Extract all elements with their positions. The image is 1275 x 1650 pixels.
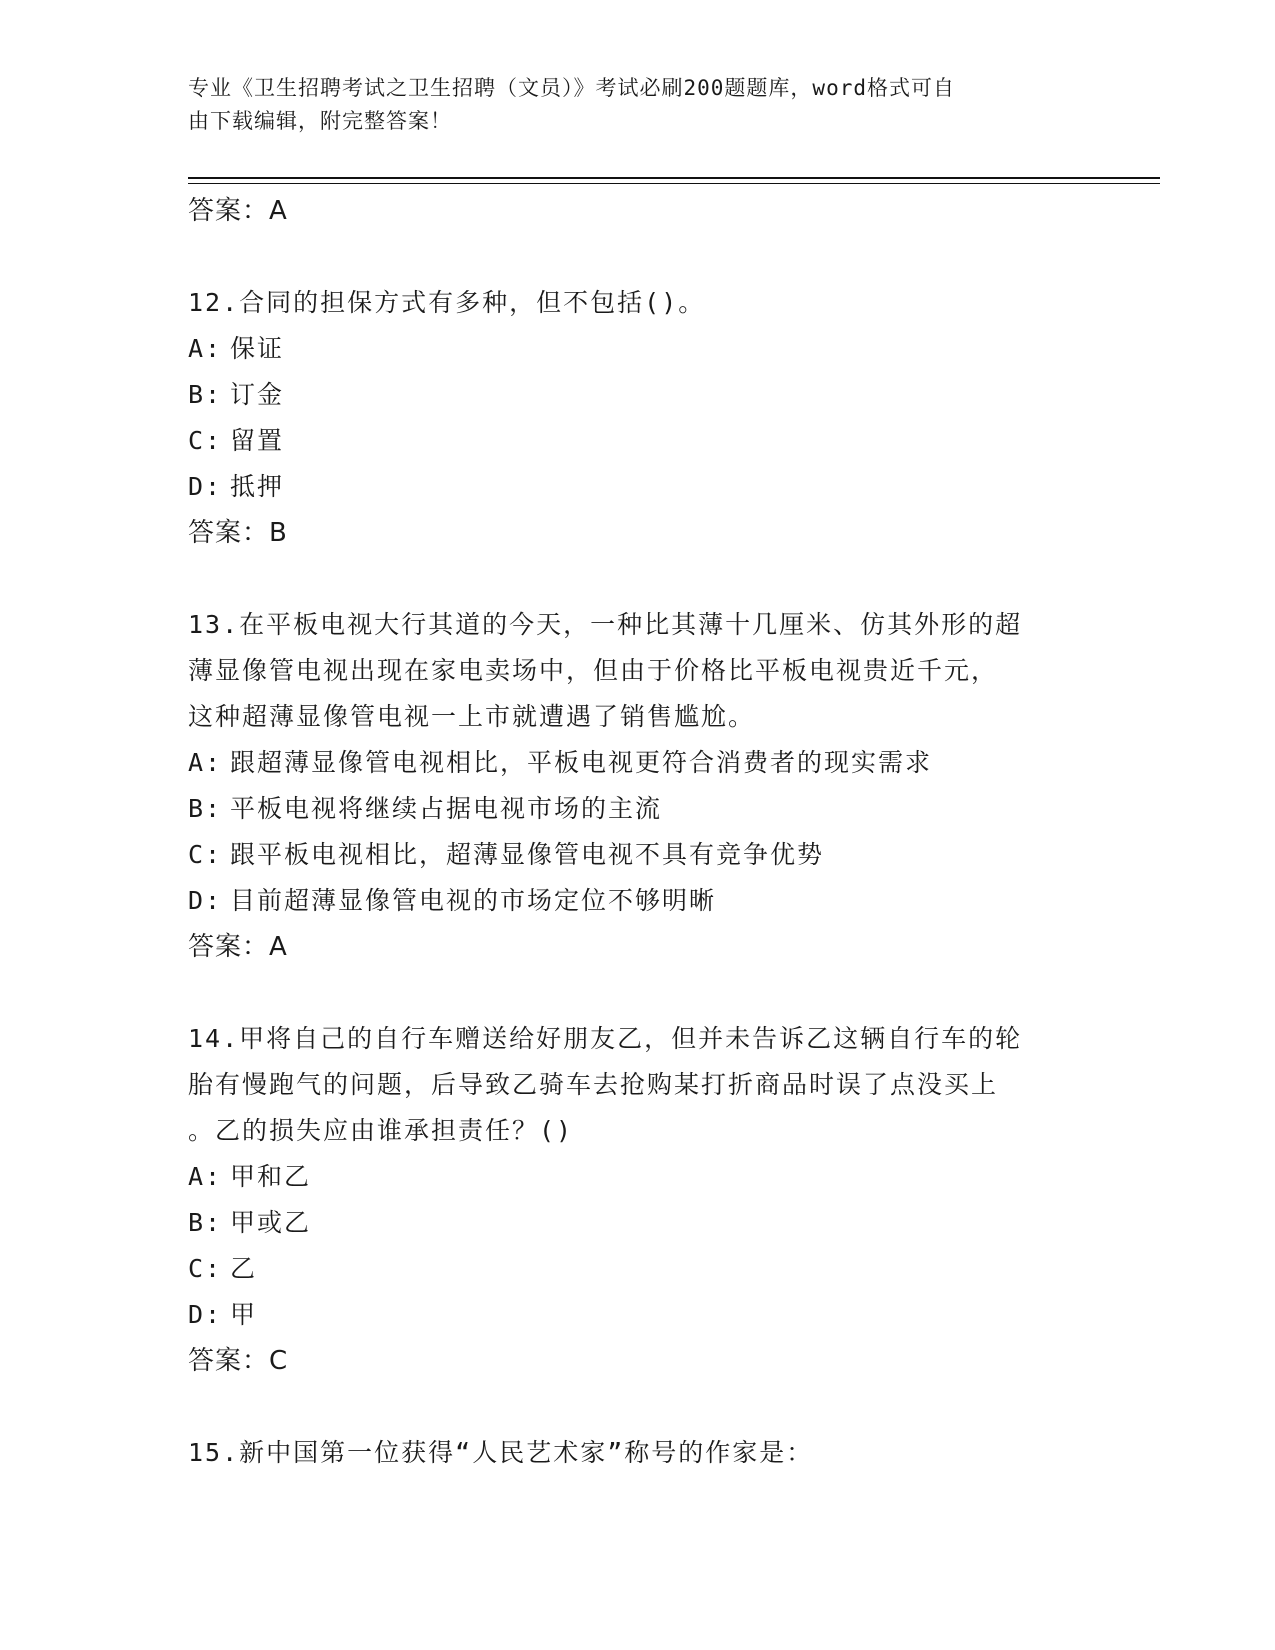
question-15	[188, 1430, 1088, 1476]
option-a	[188, 326, 1088, 372]
spacer	[188, 1384, 1088, 1430]
option-key: C:	[188, 426, 223, 455]
question-stem: 14.甲将自己的自行车赠送给好朋友乙，但并未告诉乙这辆自行车的轮	[188, 1024, 1023, 1053]
option-d	[188, 1292, 1088, 1338]
option-a	[188, 1154, 1088, 1200]
option-b	[188, 786, 1088, 832]
spacer	[188, 556, 1088, 602]
option-c	[188, 832, 1088, 878]
question-stem: 15.新中国第一位获得“人民艺术家”称号的作家是：	[188, 1438, 814, 1467]
question-stem: 13.在平板电视大行其道的今天，一种比其薄十几厘米、仿其外形的超	[188, 610, 1023, 639]
answer: 答案：B	[188, 518, 288, 548]
question-stem: 这种超薄显像管电视一上市就遭遇了销售尴尬。	[188, 702, 756, 731]
option-key: A:	[188, 748, 223, 777]
option-text: 抵押	[230, 472, 285, 501]
option-text: 平板电视将继续占据电视市场的主流	[230, 794, 663, 823]
option-key: C:	[188, 840, 223, 869]
document-header	[188, 72, 1068, 138]
option-text: 订金	[230, 380, 285, 409]
option-key: D:	[188, 886, 223, 915]
option-key: A:	[188, 334, 223, 363]
option-text: 乙	[230, 1254, 258, 1283]
previous-answer: 答案：A	[188, 196, 288, 226]
option-a	[188, 740, 1088, 786]
option-text: 甲和乙	[230, 1162, 312, 1191]
header-divider-thin	[188, 183, 1160, 184]
option-text: 跟平板电视相比，超薄显像管电视不具有竞争优势	[230, 840, 825, 869]
option-key: B:	[188, 380, 223, 409]
spacer	[188, 234, 1088, 280]
option-text: 保证	[230, 334, 285, 363]
option-text: 甲	[230, 1300, 258, 1329]
option-text: 跟超薄显像管电视相比，平板电视更符合消费者的现实需求	[230, 748, 933, 777]
option-key: D:	[188, 472, 223, 501]
question-13	[188, 602, 1088, 970]
option-c	[188, 418, 1088, 464]
option-key: A:	[188, 1162, 223, 1191]
spacer	[188, 970, 1088, 1016]
option-text: 甲或乙	[230, 1208, 312, 1237]
question-list	[188, 188, 1088, 1476]
question-stem: 。乙的损失应由谁承担责任？()	[188, 1116, 574, 1145]
header-line-1: 专业《卫生招聘考试之卫生招聘（文员）》考试必刷200题题库，word格式可自	[188, 76, 955, 100]
option-key: B:	[188, 794, 223, 823]
option-b	[188, 372, 1088, 418]
question-14	[188, 1016, 1088, 1384]
question-stem: 薄显像管电视出现在家电卖场中，但由于价格比平板电视贵近千元，	[188, 656, 999, 685]
option-d	[188, 878, 1088, 924]
option-text: 留置	[230, 426, 285, 455]
option-key: C:	[188, 1254, 223, 1283]
option-key: D:	[188, 1300, 223, 1329]
question-stem: 胎有慢跑气的问题，后导致乙骑车去抢购某打折商品时误了点没买上	[188, 1070, 999, 1099]
option-d	[188, 464, 1088, 510]
option-c	[188, 1246, 1088, 1292]
question-12	[188, 280, 1088, 556]
header-divider-thick	[188, 177, 1160, 179]
question-stem: 12.合同的担保方式有多种，但不包括()。	[188, 288, 706, 317]
answer: 答案：C	[188, 1346, 289, 1376]
option-b	[188, 1200, 1088, 1246]
header-line-2: 由下载编辑，附完整答案！	[188, 109, 452, 133]
option-key: B:	[188, 1208, 223, 1237]
answer: 答案：A	[188, 932, 288, 962]
option-text: 目前超薄显像管电视的市场定位不够明晰	[230, 886, 717, 915]
